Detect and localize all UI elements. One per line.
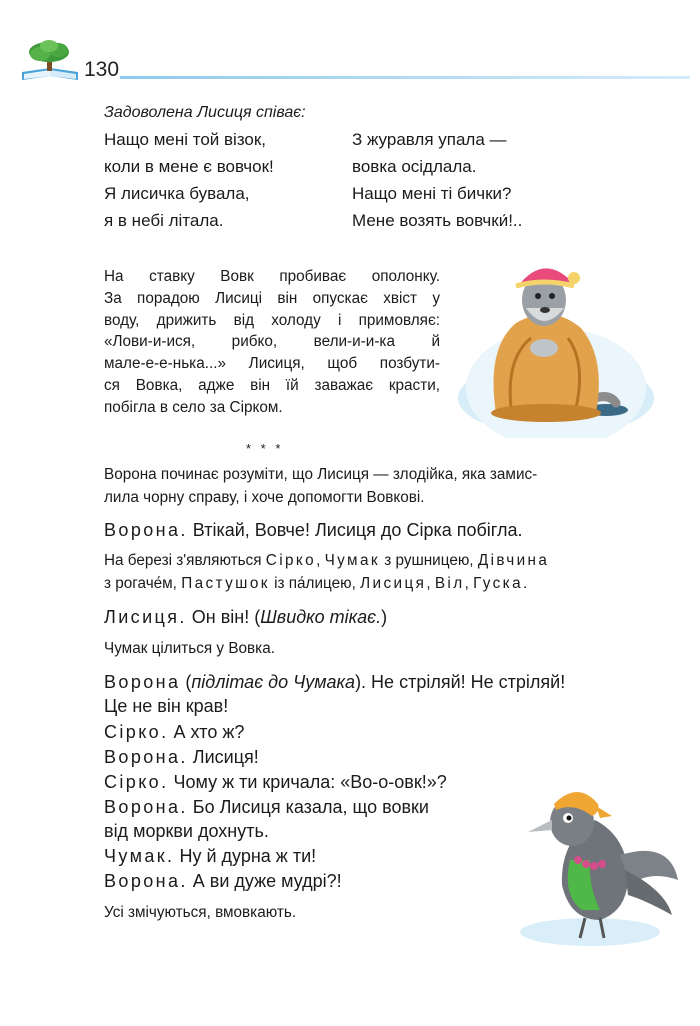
speaker-name: Сірко.: [104, 772, 169, 792]
stage-direction: [104, 575, 527, 593]
narration-line: Ворона починає розуміти, що Лисиця — злодійка, яка замис-: [104, 466, 538, 483]
song-left-line: коли в мене є вовчок!: [104, 157, 274, 176]
dialog-text: А ви дуже мудрі?!: [187, 871, 342, 891]
character-name: Сірко: [265, 552, 317, 569]
dialog-line: [104, 747, 259, 768]
song-left-line: Я лисичка бувала,: [104, 184, 250, 203]
speaker-name: Ворона.: [104, 520, 188, 540]
stage-text: ,: [426, 575, 435, 592]
speaker-name: Ворона.: [104, 871, 188, 891]
stage-direction: Чумак цілиться у Вовка.: [104, 640, 275, 657]
dialog-text: Втікай, Вовче! Лисиця до Сірка побігла.: [187, 520, 523, 540]
dialog-line: [104, 772, 447, 793]
stage-text: На березі з'являються: [104, 552, 266, 569]
stage-text: ,: [316, 552, 325, 569]
narration-line: ся Вовка, адже він їй заважає красти,: [104, 376, 440, 394]
dialog-line: Це не він крав!: [104, 696, 229, 716]
song-right-line: вовка осідлала.: [352, 157, 477, 176]
dialog-line: [104, 520, 522, 541]
narration-line: воду, дрижить від холоду і примовляє:: [104, 311, 440, 329]
book-tree-icon: [18, 38, 82, 84]
stage-direction: Усі змічуються, вмовкають.: [104, 904, 297, 921]
dialog-text: ): [381, 607, 388, 627]
dialog-text: Он він! (: [186, 607, 261, 627]
narration-line: мале-е-е-нька...» Лисиця, щоб позбути-: [104, 355, 440, 373]
speaker-name: Чумак.: [104, 846, 175, 866]
crow-illustration: [500, 760, 680, 950]
stage-text: ,: [464, 575, 474, 592]
section-separator: * * *: [246, 441, 284, 456]
narration-paragraph: [104, 266, 440, 419]
song-left-line: Нащо мені той візок,: [104, 130, 267, 149]
stage-remark: підлітає до Чумака: [191, 672, 356, 692]
dialog-text: Бо Лисиця казала, що вовки: [187, 797, 429, 817]
speaker-name: Сірко.: [104, 722, 169, 742]
stage-direction: [104, 552, 549, 570]
dialog-line: [104, 846, 316, 867]
dialog-text: (: [180, 672, 192, 692]
page-number: 130: [84, 58, 120, 81]
song-intro: Задоволена Лисиця співає:: [104, 104, 306, 121]
dialog-line: [104, 722, 244, 743]
speaker-name: Ворона: [104, 672, 181, 692]
character-name: Пастушок: [181, 575, 270, 592]
song-right-line: Нащо мені ті бички?: [352, 184, 512, 203]
dialog-text: Лисиця!: [187, 747, 259, 767]
dialog-line: [104, 797, 429, 818]
speaker-name: Ворона.: [104, 747, 188, 767]
character-name: Гуска: [473, 575, 523, 592]
dialog-text: від моркви дохнуть.: [104, 821, 269, 841]
character-name: Дівчина: [477, 552, 550, 569]
narration-line: лила чорну справу, і хоче допомогти Вовкові.: [104, 489, 425, 506]
stage-remark: Швидко тікає.: [260, 607, 382, 627]
narration-line: побігла в село за Сірком.: [104, 398, 283, 416]
dialog-line: [104, 821, 269, 842]
character-name: Віл: [434, 575, 465, 592]
stage-text: .: [522, 575, 528, 592]
dialog-line: [104, 871, 342, 892]
character-name: Лисиця: [360, 575, 427, 592]
dialog-text: Ну й дурна ж ти!: [174, 846, 317, 866]
wolf-in-coat-illustration: [456, 238, 656, 438]
dialog-text: ). Не стріляй! Не стріляй!: [355, 672, 566, 692]
speaker-name: Ворона.: [104, 797, 188, 817]
stage-text: з рушницею,: [379, 552, 478, 569]
stage-text: із па́лицею,: [269, 575, 361, 592]
song-right-line: Мене возять вовчки́!..: [352, 211, 523, 230]
song-right-line: З журавля упала —: [352, 130, 507, 149]
dialog-text: А хто ж?: [168, 722, 245, 742]
dialog-line: [104, 672, 565, 693]
dialog-line: [104, 607, 387, 628]
narration-line: «Лови-и-ися, рибко, вели-и-и-ка й: [104, 333, 440, 351]
character-name: Чумак: [324, 552, 380, 569]
narration-line: За порадою Лисиці він опускає хвіст у: [104, 289, 440, 307]
song-left-line: я в небі літала.: [104, 211, 224, 230]
stage-text: з рогаче́м,: [104, 575, 182, 592]
narration-line: На ставку Вовк пробиває ополонку.: [104, 268, 440, 285]
speaker-name: Лисиця.: [104, 607, 187, 627]
dialog-text: Чому ж ти кричала: «Во-о-овк!»?: [168, 772, 447, 792]
header-rule: [120, 76, 690, 79]
